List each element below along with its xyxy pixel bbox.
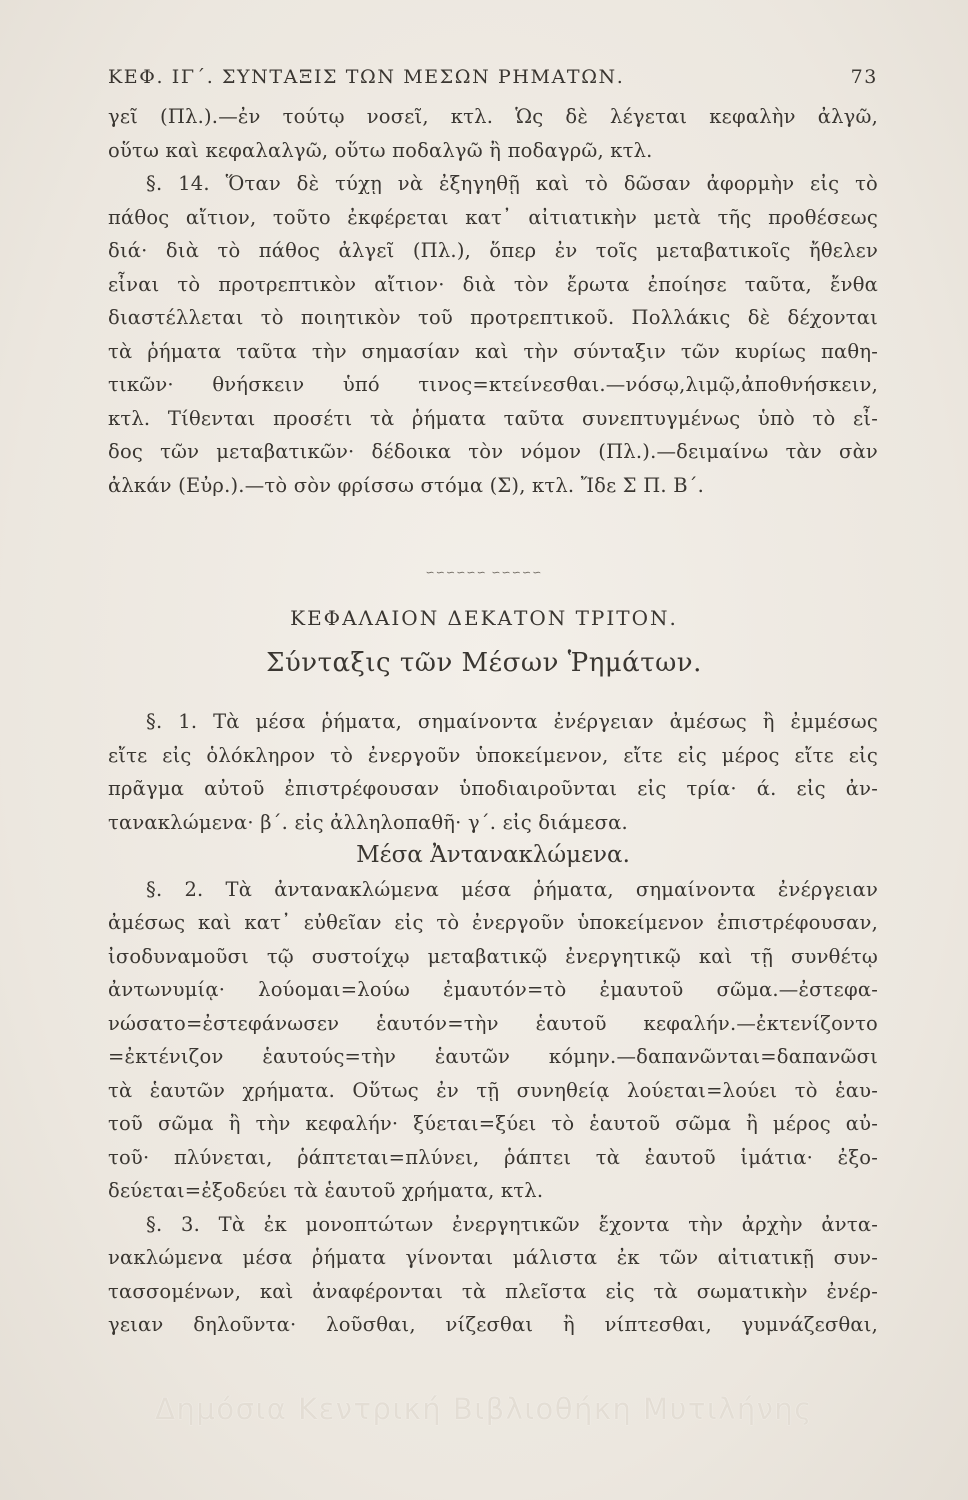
section-1 (108, 705, 878, 1342)
text-line: διαστέλλεται τὸ ποιητικὸν τοῦ προτρεπτικοῦ. Πολλάκις δὲ δέχονται (108, 306, 878, 329)
text-line: τικῶν· θνήσκειν ὑπό τινος=κτείνεσθαι.—νόσῳ,λιμῷ,ἀποθνήσκειν, (108, 373, 878, 396)
text-line: §. 3. Τὰ ἐκ μονοπτώτων ἐνεργητικῶν ἔχοντα τὴν ἀρχὴν ἀντα- (146, 1212, 878, 1236)
text-line: γειαν δηλοῦντα· λοῦσθαι, νίζεσθαι ἢ νίπτεσθαι, γυμνάζεσθαι, (108, 1313, 878, 1336)
text-line: ἰσοδυναμοῦσι τῷ συστοίχῳ μεταβατικῷ ἐνεργητικῷ καὶ τῇ συνθέτῳ (108, 944, 878, 968)
chapter-subtitle: Σύνταξις τῶν Μέσων Ῥημάτων. (266, 648, 702, 678)
text-line: γεῖ (Πλ.).—ἐν τούτῳ νοσεῖ, κτλ. Ὡς δὲ λέγεται κεφαλὴν ἀλγῶ, (108, 105, 878, 128)
text-line: νώσατο=ἐστεφάνωσεν ἑαυτόν=τὴν ἑαυτοῦ κεφαλήν.—ἐκτενίζοντο (108, 1011, 878, 1035)
running-head (108, 62, 878, 92)
text-line: δεύεται=ἐξοδεύει τὰ ἑαυτοῦ χρήματα, κτλ. (108, 1179, 544, 1202)
text-line: τοῦ σῶμα ἢ τὴν κεφαλήν· ξύεται=ξύει τὸ ἑαυτοῦ σῶμα ἢ μέρος αὐ- (108, 1112, 878, 1135)
ornament-divider: ∽∽∽∽∽∽ ∽∽∽∽∽ (425, 566, 543, 579)
text-line: ἀντωνυμίᾳ· λούομαι=λούω ἐμαυτόν=τὸ ἐμαυτοῦ σῶμα.—ἐστεφα- (108, 978, 878, 1001)
text-line: κτλ. Τίθενται προσέτι τὰ ῥήματα ταῦτα συνεπτυγμένως ὑπὸ τὸ εἶ- (108, 406, 878, 430)
text-line: νακλώμενα μέσα ῥήματα γίνονται μάλιστα ἐκ τῶν αἰτιατικῇ συν- (108, 1246, 878, 1269)
text-line: οὕτω καὶ κεφαλαλγῶ, οὕτω ποδαλγῶ ἢ ποδαγρῶ, κτλ. (108, 138, 653, 162)
text-line: πάθος αἴτιον, τοῦτο ἐκφέρεται κατ᾽ αἰτιατικὴν μετὰ τῆς προθέσεως (108, 205, 878, 229)
top-paragraph (108, 100, 878, 502)
page-number: 73 (850, 66, 878, 88)
chapter-title: ΚΕΦΑΛΑΙΟΝ ΔΕΚΑΤΟΝ ΤΡΙΤΟΝ. (290, 606, 678, 630)
text-line: εἴτε εἰς ὁλόκληρον τὸ ἐνεργοῦν ὑποκείμενον, εἴτε εἰς μέρος εἴτε εἰς (108, 743, 878, 767)
text-line: ἀλκάν (Εὐρ.).—τὸ σὸν φρίσσω στόμα (Σ), κτλ. Ἴδε Σ Π. Β΄. (108, 473, 705, 497)
text-line: τοῦ· πλύνεται, ῥάπτεται=πλύνει, ῥάπτει τὰ ἑαυτοῦ ἱμάτια· ἐξο- (108, 1145, 878, 1169)
library-watermark: Δημόσια Κεντρική Βιβλιοθήκη Μυτιλήνης (155, 1392, 813, 1426)
text-line: τανακλώμενα· β΄. εἰς ἀλληλοπαθῆ· γ΄. εἰς διάμεσα. (108, 810, 628, 834)
text-line: τὰ ἑαυτῶν χρήματα. Οὕτως ἐν τῇ συνηθείᾳ λούεται=λούει τὸ ἑαυ- (108, 1078, 878, 1102)
text-line: εἶναι τὸ προτρεπτικὸν αἴτιον· διὰ τὸν ἔρωτα ἐποίησε ταῦτα, ἔνθα (108, 272, 878, 296)
text-line: §. 1. Τὰ μέσα ῥήματα, σημαίνοντα ἐνέργειαν ἀμέσως ἢ ἐμμέσως (146, 710, 878, 733)
text-line: §. 2. Τὰ ἀντανακλώμενα μέσα ῥήματα, σημαίνοντα ἐνέργειαν (146, 877, 878, 901)
text-line: πρᾶγμα αὐτοῦ ἐπιστρέφουσαν ὑποδιαιροῦνται εἰς τρία· ά. εἰς ἀν- (108, 777, 878, 800)
running-title: ΚΕΦ. ΙΓ΄. ΣΥΝΤΑΞΙΣ ΤΩΝ ΜΕΣΩΝ ΡΗΜΑΤΩΝ. (108, 66, 625, 88)
text-line: διά· διὰ τὸ πάθος ἀλγεῖ (Πλ.), ὅπερ ἐν τοῖς μεταβατικοῖς ἤθελεν (108, 239, 878, 262)
text-line: §. 14. Ὅταν δὲ τύχῃ νὰ ἐξηγηθῇ καὶ τὸ δῶσαν ἀφορμὴν εἰς τὸ (146, 172, 878, 195)
text-line: τασσομένων, καὶ ἀναφέρονται τὰ πλεῖστα εἰς τὰ σωματικὴν ἐνέρ- (108, 1279, 878, 1303)
section-heading: Μέσα Ἀντανακλώμενα. (356, 842, 630, 868)
text-line: τὰ ῥήματα ταῦτα τὴν σημασίαν καὶ τὴν σύνταξιν τῶν κυρίως παθη- (108, 339, 878, 363)
text-line: δος τῶν μεταβατικῶν· δέδοικα τὸν νόμον (Πλ.).—δειμαίνω τὰν σὰν (108, 440, 878, 463)
text-line: ἀμέσως καὶ κατ᾽ εὐθεῖαν εἰς τὸ ἐνεργοῦν ὑποκείμενον ἐπιστρέφουσαν, (108, 911, 878, 934)
text-line: =ἐκτένιζον ἑαυτούς=τὴν ἑαυτῶν κόμην.—δαπανῶνται=δαπανῶσι (108, 1045, 878, 1068)
